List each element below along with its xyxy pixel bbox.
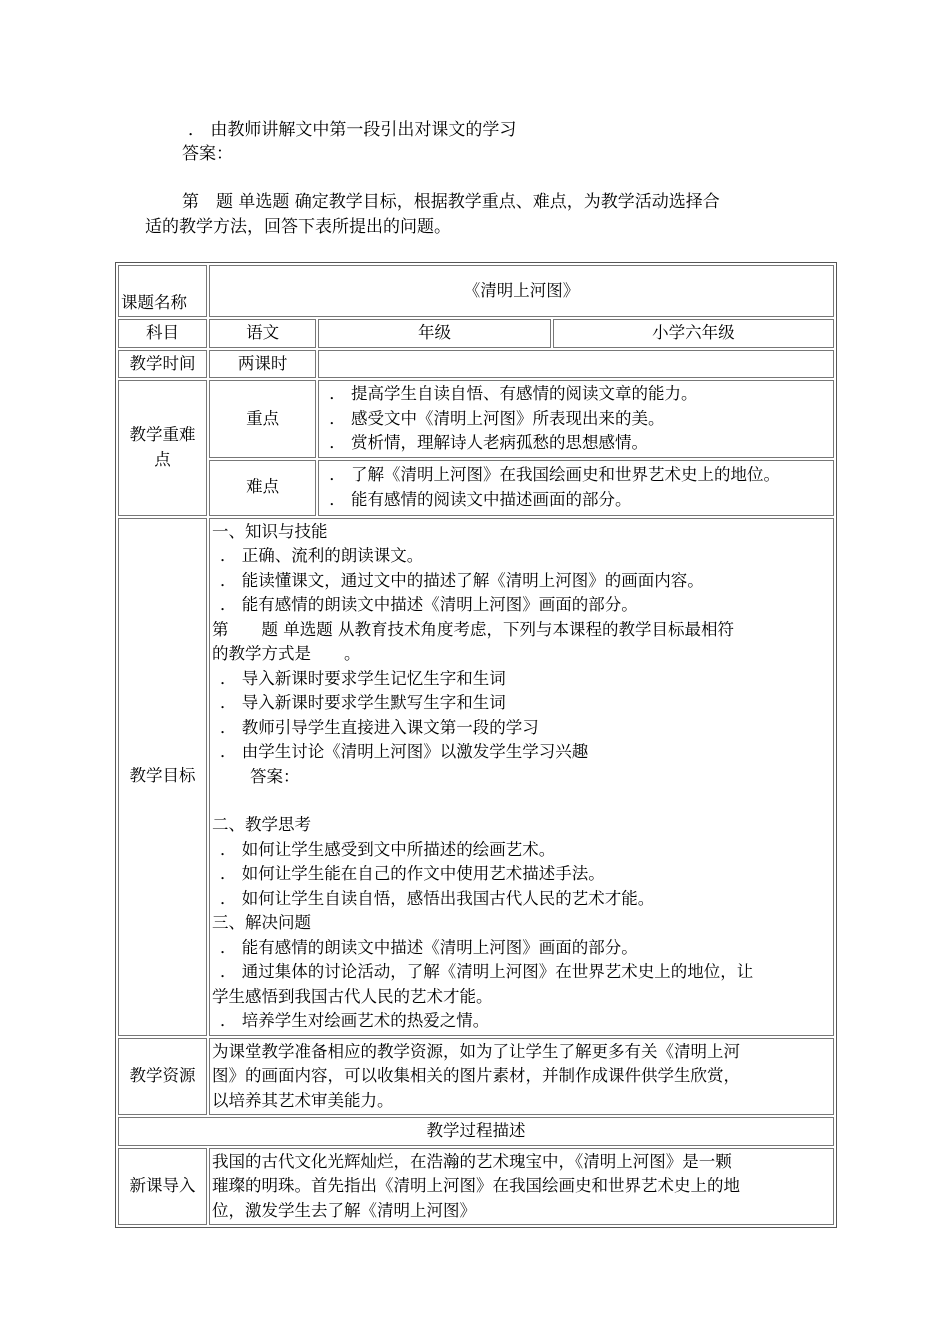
topic-row <box>118 265 834 317</box>
intro-label: 新课导入 <box>118 1148 207 1226</box>
key-label: 重点 <box>209 380 316 458</box>
subject-row <box>118 319 834 348</box>
subject-label: 科目 <box>118 319 207 348</box>
keydiff-label: 教学重难点 <box>118 380 207 516</box>
time-row <box>118 350 834 379</box>
sec3-item: ． 培养学生对绘画艺术的热爱之情。 <box>220 1011 490 1030</box>
key-items <box>318 380 834 458</box>
subject-value: 语文 <box>209 319 316 348</box>
diff-row <box>118 460 834 516</box>
resources-row <box>118 1038 834 1116</box>
answer-label: 答案： <box>182 144 233 164</box>
resources-content <box>209 1038 834 1116</box>
intro-line: 我国的古代文化光辉灿烂，在浩瀚的艺术瑰宝中，《清明上河图》是一颗 <box>212 1151 732 1171</box>
question-line-1: 第 题 单选题 确定教学目标，根据教学重点、难点，为教学活动选择合 <box>182 192 720 212</box>
sec2-item: ． 如何让学生能在自己的作文中使用艺术描述手法。 <box>220 864 605 883</box>
intro-content <box>209 1148 834 1226</box>
key-item: ． 提高学生自读自悟、有感情的阅读文章的能力。 <box>329 384 698 403</box>
key-item: ． 赏析情，理解诗人老病孤愁的思想感情。 <box>329 433 648 452</box>
time-empty-cell <box>318 350 834 379</box>
goals-content <box>209 518 834 1036</box>
goal-question-option: ． 由学生讨论《清明上河图》以激发学生学习兴趣 <box>220 742 589 761</box>
sec1-item: ． 能读懂课文，通过文中的描述了解《清明上河图》的画面内容。 <box>220 570 704 590</box>
goals-label: 教学目标 <box>118 518 207 1036</box>
blank-line <box>212 789 831 813</box>
sec1-item: ． 正确、流利的朗读课文。 <box>220 546 424 565</box>
goals-row <box>118 518 834 1036</box>
sec2-item: ． 如何让学生感受到文中所描述的绘画艺术。 <box>220 839 556 859</box>
process-header-row <box>118 1117 834 1146</box>
goal-question-option: ． 导入新课时要求学生记忆生字和生词 <box>220 668 506 688</box>
resources-line: 图》的画面内容，可以收集相关的图片素材，并制作成课件供学生欣赏， <box>212 1066 740 1085</box>
sec1-title: 一、知识与技能 <box>212 521 328 541</box>
goal-question-option: ． 教师引导学生直接进入课文第一段的学习 <box>220 717 539 737</box>
goal-question-line-2: 的教学方式是 。 <box>212 644 361 663</box>
resources-line: 为课堂教学准备相应的教学资源，如为了让学生了解更多有关《清明上河 <box>212 1041 740 1061</box>
resources-line: 以培养其艺术审美能力。 <box>212 1090 394 1110</box>
key-item: ． 感受文中《清明上河图》所表现出来的美。 <box>329 408 665 428</box>
sec3-item-continued: 学生感悟到我国古代人民的艺术才能。 <box>212 986 493 1006</box>
intro-line: 璀璨的明珠。首先指出《清明上河图》在我国绘画史和世界艺术史上的地 <box>212 1176 740 1195</box>
diff-items <box>318 460 834 516</box>
sec3-item: ． 通过集体的讨论活动，了解《清明上河图》在世界艺术史上的地位，让 <box>220 962 754 981</box>
resources-label: 教学资源 <box>118 1038 207 1116</box>
diff-item: ． 了解《清明上河图》在我国绘画史和世界艺术史上的地位。 <box>329 465 780 484</box>
diff-label: 难点 <box>209 460 316 516</box>
topic-label: 课题名称 <box>118 265 207 317</box>
grade-label: 年级 <box>318 319 551 348</box>
sec3-title: 三、解决问题 <box>212 913 311 932</box>
diff-item: ． 能有感情的阅读文中描述画面的部分。 <box>329 489 632 509</box>
goal-question-option: ． 导入新课时要求学生默写生字和生词 <box>220 693 506 712</box>
process-header: 教学过程描述 <box>118 1117 834 1146</box>
question-line-2: 适的教学方法，回答下表所提出的问题。 <box>145 217 451 237</box>
option-d-text: ． 由教师讲解文中第一段引出对课文的学习 <box>188 120 517 140</box>
intro-line: 位，激发学生去了解《清明上河图》 <box>212 1200 476 1220</box>
grade-value: 小学六年级 <box>553 319 834 348</box>
sec1-item: ． 能有感情的朗读文中描述《清明上河图》画面的部分。 <box>220 595 638 614</box>
time-value: 两课时 <box>209 350 316 379</box>
sec2-item: ． 如何让学生自读自悟，感悟出我国古代人民的艺术才能。 <box>220 888 655 908</box>
goal-question-line-1: 第 题 单选题 从教育技术角度考虑，下列与本课程的教学目标最相符 <box>212 619 734 639</box>
key-row <box>118 380 834 458</box>
goal-question-answer: 答案： <box>250 766 300 786</box>
new-lesson-intro-row <box>118 1148 834 1226</box>
sec2-title: 二、教学思考 <box>212 815 311 834</box>
topic-value: 《清明上河图》 <box>209 265 834 317</box>
sec3-item: ． 能有感情的朗读文中描述《清明上河图》画面的部分。 <box>220 937 638 957</box>
time-label: 教学时间 <box>118 350 207 379</box>
lesson-plan-table <box>115 262 837 1228</box>
